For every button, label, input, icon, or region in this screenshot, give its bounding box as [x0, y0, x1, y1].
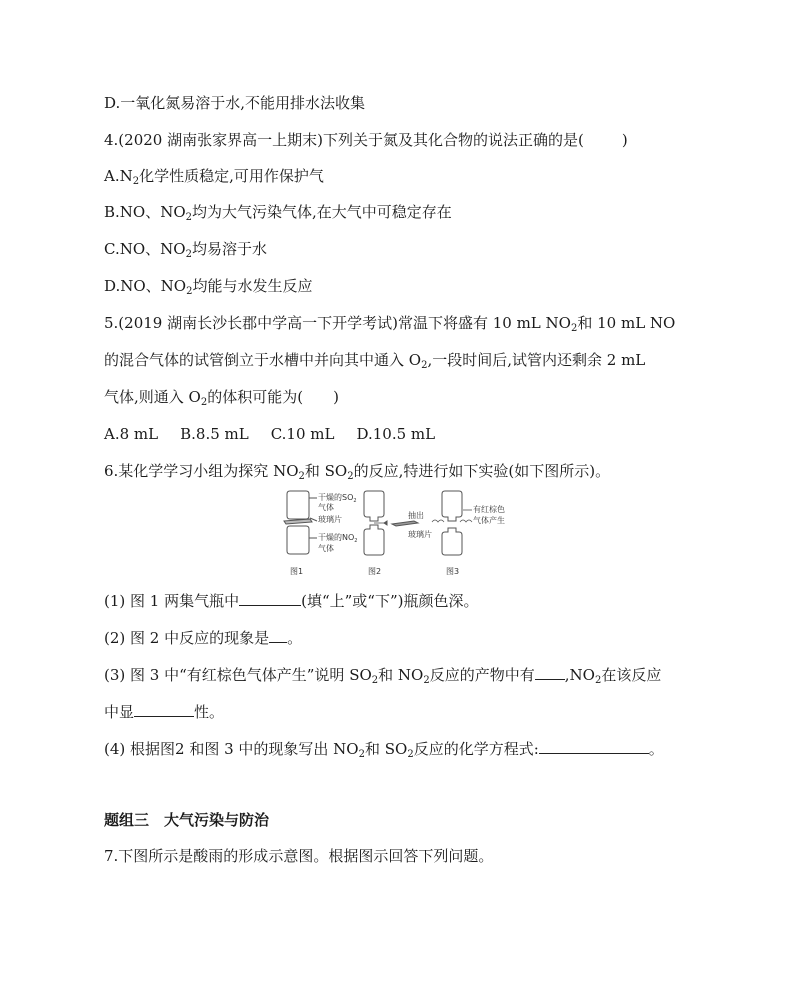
svg-text:图3: 图3	[446, 567, 460, 576]
q5-stem-line3: 气体,则通入 $O_2$的体积可能为( )	[104, 388, 339, 408]
svg-text:干燥的SO2: 干燥的$SO_2$	[318, 493, 357, 504]
q6-part3-line1: (3) 图 3 中“有红棕色气体产生”说明 $SO_2$和 $NO_2$反应的产物中有 $,NO_2$在该反应	[104, 666, 662, 686]
q6-part4: (4) 根据图2 和图 3 中的现象写出 $NO_2$和 $SO_2$反应的化学方程式: 。	[104, 740, 664, 760]
section-title: 题组三 大气污染与防治	[104, 811, 270, 829]
q7-stem: 7.下图所示是酸雨的形成示意图。根据图示回答下列问题。	[104, 847, 494, 865]
q5-option-b: B.8.5 mL	[180, 425, 249, 443]
q4-option-c: C.NO、$NO_2$均易溶于水	[104, 240, 267, 260]
svg-text:玻璃片: 玻璃片	[408, 530, 432, 539]
q5-option-c: C.10 mL	[270, 425, 335, 443]
fig1-bottles	[284, 491, 317, 554]
experiment-figure	[280, 488, 530, 580]
q5-stem-line2: 的混合气体的试管倒立于水槽中并向其中通入 $O_2$,一段时间后,试管内还剩余 2 mL	[104, 351, 646, 371]
svg-text:玻璃片: 玻璃片	[318, 515, 342, 524]
answer-blank-2[interactable]	[269, 628, 287, 643]
svg-text:图2: 图2	[368, 567, 382, 576]
q4-option-a: $A.N_2$化学性质稳定,可用作保护气	[104, 167, 324, 187]
svg-text:气体产生: 气体产生	[473, 516, 505, 525]
q6-stem: 6.某化学学习小组为探究 $NO_2$和 $SO_2$的反应,特进行如下实验(如下图所示)。	[104, 462, 611, 482]
answer-blank-4[interactable]	[134, 702, 194, 717]
svg-text:图1: 图1	[290, 567, 304, 576]
q5-option-a: A.8 mL	[104, 425, 159, 443]
fig2-bottles	[364, 491, 418, 555]
q5-stem-line1: 5.(2019 湖南长沙长郡中学高一下开学考试)常温下将盛有 10 mL $NO_2$和 10 mL NO	[104, 314, 676, 334]
svg-text:有红棕色: 有红棕色	[473, 505, 505, 514]
svg-text:气体: 气体	[318, 544, 334, 553]
q6-part2: (2) 图 2 中反应的现象是 。	[104, 629, 303, 647]
q6-part1: (1) 图 1 两集气瓶中 (填“上”或“下”)瓶颜色深。	[104, 592, 479, 610]
fig3-bottles	[432, 491, 472, 555]
q4-option-b: B.NO、$NO_2$均为大气污染气体,在大气中可稳定存在	[104, 203, 452, 223]
svg-text:气体: 气体	[318, 503, 334, 512]
svg-text:干燥的NO2: 干燥的$NO_2$	[318, 533, 358, 544]
answer-blank-3[interactable]	[535, 665, 565, 680]
q4-option-d: D.NO、$NO_2$均能与水发生反应	[104, 277, 313, 297]
svg-text:抽出: 抽出	[408, 511, 424, 520]
answer-blank-5[interactable]	[539, 739, 649, 754]
q5-option-d: D.10.5 mL	[356, 425, 436, 443]
q4-stem: 4.(2020 湖南张家界高一上期末)下列关于氮及其化合物的说法正确的是( )	[104, 131, 628, 149]
answer-blank-1[interactable]	[239, 591, 301, 606]
q6-part3-line2: 中显 性。	[104, 703, 225, 721]
q5-options	[104, 424, 457, 444]
q3-option-d: D.一氧化氮易溶于水,不能用排水法收集	[104, 94, 366, 112]
